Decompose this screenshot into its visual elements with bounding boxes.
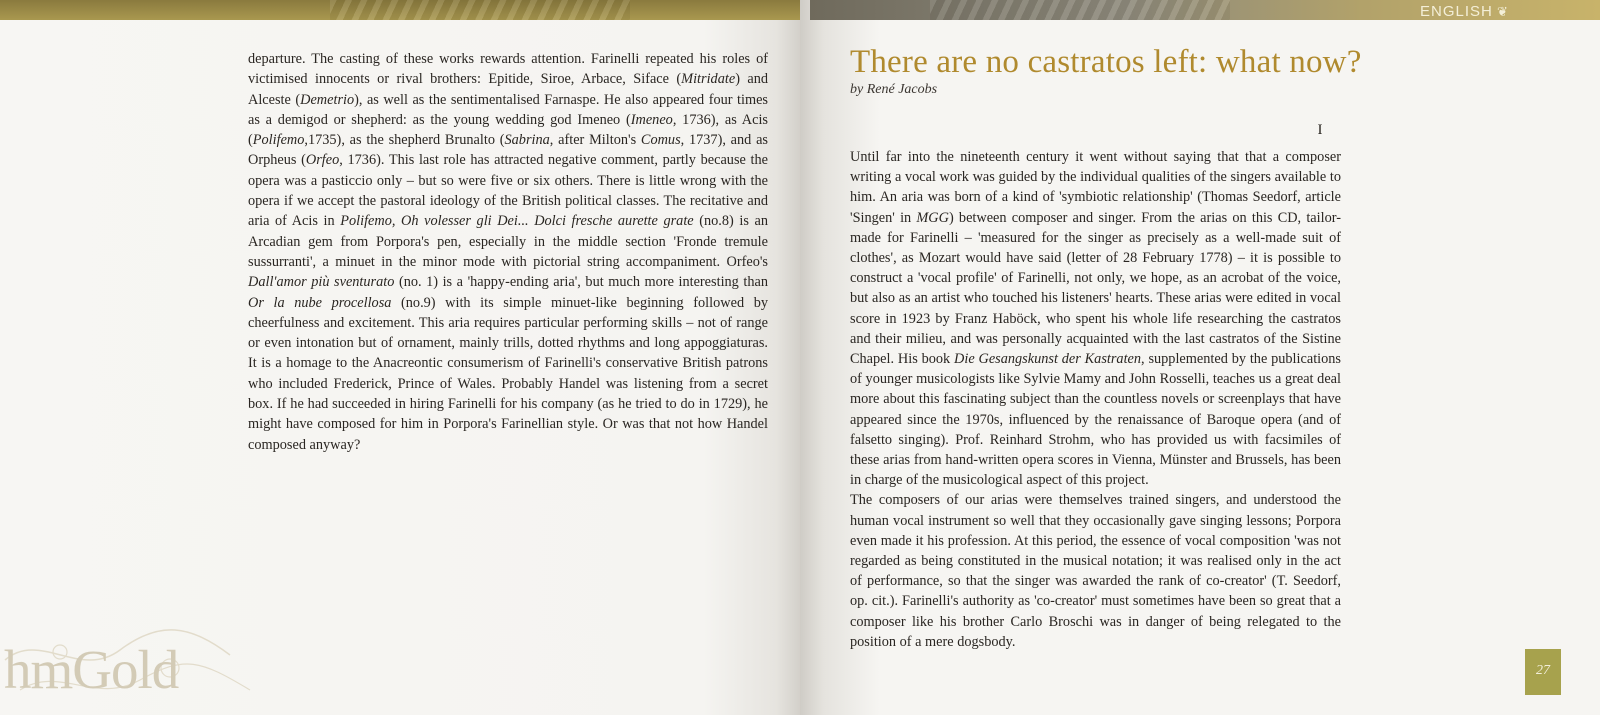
page-number: 27 [1525,649,1561,695]
text-run: departure. The casting of these works rewards attention. Farinelli repeated his roles of victimised innocents or rival brothers: Epitide, Siroe, Arbace, Siface ( [248,51,768,88]
text-run: ) and Alceste ( [248,71,769,108]
text-run: , 1736), as Acis ( [248,111,768,149]
text-run: , after Milton's [549,132,641,149]
section-number: I [1317,122,1323,138]
italic-text: Polifemo, Oh volesser gli Dei... Dolci fresche aurette grate [340,213,694,230]
right-column-text [850,147,1341,652]
band-ornament [330,0,630,20]
paragraph [248,49,768,455]
top-band-left [0,0,800,20]
italic-text: Orfeo [305,152,340,169]
article-title: There are no castratos left: what now? [850,44,1362,80]
italic-text: Comus [640,132,681,149]
italic-text: Demetrio [300,91,355,108]
text-run: (no.9) with its simple minuet-like beginning followed by cheerfulness and excitement. This aria requires particular performing skills – not of range or even intonation but of ornament, mainly trills, dotted rhythms and long appoggiaturas. It is a homage to the Anacreontic consumerism of Farinelli's conservative British patrons who included Frederick, Prince of Wales. Probably Handel was listening from a secret box. If he had succeeded in hiring Farinelli for his company (as he tried to do in 1729), he might have composed for him in Porpora's Farinellian style. Or was that not how Handel composed anyway? [248,294,768,453]
italic-text: Mitridate [681,71,736,88]
text-run: (no.8) is an Arcadian gem from Porpora's pen, especially in the middle section 'Fronde tremule sussurranti', a minuet in the minor mode with pictorial string accompaniment. Orfeo's [248,213,768,270]
paragraph [850,490,1341,652]
text-run: ,1735), as the shepherd Brunalto ( [304,132,505,149]
text-run: , supplemented by the publications of younger musicologists like Sylvie Mamy and John Rosselli, teaches us a great deal more about this fascinating subject than the countless novels or screenplays that have appeared since the 1970s, influenced by the renaissance of Baroque opera (and of falsetto singing). Prof. Reinhard Strohm, who has provided us with facsimiles of these arias from hand-written opera scores in Vienna, Münster and Brussels, has been in charge of the musicological aspect of this project. [850,351,1341,489]
italic-text: Or la nube procellosa [248,294,392,311]
ornament-icon: ❦ [1497,4,1508,19]
italic-text: Imeneo [630,111,673,128]
text-run: Until far into the nineteenth century it went without saying that that a composer writing a vocal work was guided by the individual qualities of the singers available to him. An aria was born of a kind of 'symbiotic relationship' (Thomas Seedorf, article 'Singen' in [850,149,1341,226]
left-column-text [248,49,768,455]
text-run: , 1736). This last role has attracted negative comment, partly because the opera was a pasticcio only – but so were five or six others. There is little wrong with the opera if we accept the pastoral ideology of the British political classes. The recitative and aria of Acis in [248,152,768,230]
band-ornament [930,0,1230,20]
byline: by René Jacobs [850,82,938,97]
italic-text: Die Gesangskunst der Kastraten [954,351,1142,368]
italic-text: Dall'amor più sventurato [248,274,395,291]
paragraph [850,147,1341,490]
language-label: ENGLISH [1420,3,1493,20]
text-run: ), as well as the sentimentalised Farnaspe. He also appeared four times as a demigod or shepherd: as the young wedding god Imeneo ( [248,91,768,128]
italic-text: Polifemo [252,132,305,149]
italic-text: MGG [916,209,949,226]
text-run: ) between composer and singer. From the arias on this CD, tailor-made for Farinelli – 'measured for the singer as precisely as a well-made suit of clothes', as Mozart would have said (letter of 28 February 1778) – it is possible to construct a 'vocal profile' of Farinelli, not only, we hope, as an acrobat of the voice, but also as an artist who touched his listeners' hearts. These arias were edited in vocal score in 1923 by Franz Haböck, who spent his whole life researching the castratos and their milieu, and was personally acquainted with the last castratos of the Sistine Chapel. His book [850,209,1341,368]
text-run: , 1737), and as Orpheus ( [248,132,768,169]
hmgold-logo: hmGold [4,639,179,700]
text-run: (no. 1) is a 'happy-ending aria', but much more interesting than [394,274,769,291]
italic-text: Sabrina [504,132,550,149]
page-edge [1600,0,1615,715]
text-run: The composers of our arias were themselves trained singers, and understood the human vocal instrument so well that they occasionally gave singing lessons; Porpora even made it his profession. At this period, the essence of vocal composition 'was not regarded as being constituted in the musical notation; it was realised only in the act of performance, so that the singer was awarded the rank of co-creator' (T. Seedorf, op. cit.). Farinelli's authority as 'co-creator' must sometimes have been so great that a composer like his brother Carlo Broschi was in danger of being relegated to the position of a mere dogsbody. [850,492,1341,650]
